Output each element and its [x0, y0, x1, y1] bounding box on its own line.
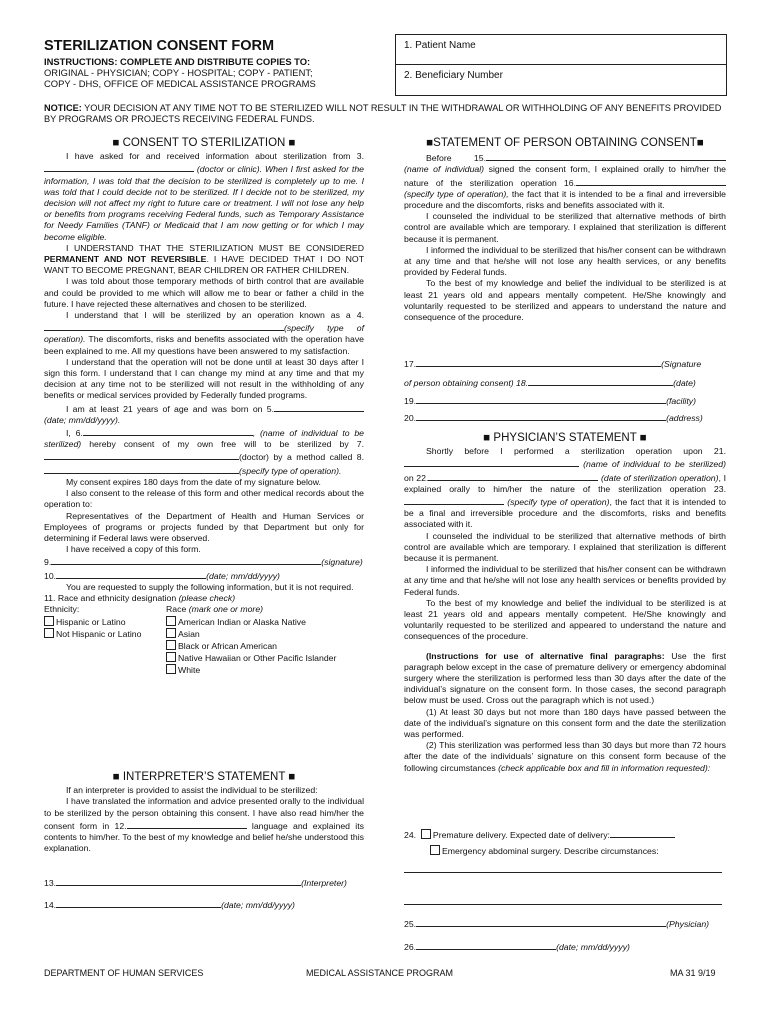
phys-p1-rest: , the fact that it is intended to be a final and irreversible procedure and the discomforts, risks and benefits associated with it. — [404, 497, 727, 530]
race-ethnicity-label: 11. Race and ethnicity designation — [44, 592, 179, 603]
physician-signature-field[interactable] — [416, 917, 666, 927]
field-9-label: 9. — [44, 557, 52, 568]
footer-program: MEDICAL ASSISTANCE PROGRAM — [306, 968, 454, 978]
interpreter-p2-text: I have translated the information and advice presented orally to the individual to be sterilized by the person obtaining this consent. I have also read him/her the consent form in 12. — [44, 796, 364, 831]
consent-p4-text: I understand that I will be sterilized by an operation known as a — [66, 310, 351, 321]
not-hispanic-checkbox[interactable] — [44, 628, 54, 638]
consent-section — [44, 138, 364, 674]
field-18-label: of person obtaining consent) 18. — [404, 378, 529, 388]
field-15-label: Before 15. — [426, 153, 486, 164]
signature-field[interactable] — [51, 555, 321, 565]
ethnicity-label: Ethnicity: — [44, 604, 80, 615]
field-23-label: , I explained orally to him/her the nature of the sterilization operation 23. — [404, 472, 726, 494]
consent-p11: I have received a copy of this form. — [66, 544, 201, 555]
not-hispanic-option[interactable] — [44, 628, 141, 640]
address-caption: (address) — [666, 413, 703, 423]
field-17-label: 17. — [404, 359, 417, 369]
patient-info-box — [395, 34, 727, 96]
hispanic-option[interactable] — [44, 616, 126, 628]
consent-p7-text: hereby consent of my own free will to be sterilized by — [81, 439, 349, 450]
phys-alt-2 — [404, 740, 726, 774]
instructions — [44, 56, 316, 89]
physician-sign-25 — [404, 917, 726, 930]
date-10-row — [44, 569, 364, 582]
field-4-label: 4. — [356, 310, 364, 321]
interpreter-p2-rest: language and explained its contents to him/her. To the best of my knowledge and belief he/she understood this explanation. — [44, 820, 364, 854]
facility-caption: (facility) — [666, 396, 697, 406]
consent-p2-text: I UNDERSTAND THAT THE STERILIZATION MUST BE CONSIDERED — [66, 242, 364, 253]
black-checkbox[interactable] — [166, 640, 176, 650]
signature-9-row — [44, 555, 364, 568]
instructions-line-3: COPY - DHS, OFFICE OF MEDICAL ASSISTANCE PROGRAMS — [44, 78, 316, 89]
emergency-surgery-checkbox[interactable] — [430, 845, 440, 855]
obtain-operation-caption: (specify type of operation), — [404, 188, 509, 199]
form-title: STERILIZATION CONSENT FORM — [44, 38, 275, 54]
obtainer-signature-caption: (Signature — [661, 359, 702, 369]
field-19-label: 19. — [404, 396, 417, 406]
permanent-emphasis: PERMANENT AND NOT REVERSIBLE — [44, 254, 207, 265]
field-20-label: 20. — [404, 413, 417, 423]
consent-p2-rest: . I HAVE DECIDED THAT I DO NOT WANT TO BECOME PREGNANT, BEAR CHILDREN OR FATHER CHILDREN. — [44, 254, 364, 276]
consent-heading: ■ CONSENT TO STERILIZATION ■ — [112, 137, 296, 149]
physician-signature-caption: (Physician) — [666, 919, 710, 929]
race-ethnicity-heading — [44, 593, 364, 604]
method-caption: (specify type of operation). — [239, 465, 342, 476]
phys-individual-field[interactable] — [404, 457, 579, 467]
notice — [44, 103, 729, 125]
field-7-label: 7. — [356, 439, 365, 450]
doctor-field[interactable] — [44, 450, 239, 460]
field-10-label: 10. — [44, 570, 57, 581]
individual-name-caption: , (name of individual to be sterilized) — [44, 428, 364, 450]
premature-delivery-checkbox[interactable] — [421, 829, 431, 839]
obtain-p1-rest: the fact that it is intended to be a final and irreversible procedure and the discomforts, risks and benefits associated with it. — [404, 188, 726, 211]
interpreter-sign-row — [44, 876, 364, 889]
race-white-option[interactable] — [166, 664, 200, 676]
instructions-line-2: ORIGINAL - PHYSICIAN; COPY - HOSPITAL; COPY - PATIENT; — [44, 67, 313, 78]
emergency-surgery-label: Emergency abdominal surgery. Describe circumstances: — [442, 846, 659, 856]
doctor-caption: (doctor) by a method called — [239, 452, 353, 463]
obtainer-signature-field[interactable] — [416, 357, 661, 367]
white-label: White — [178, 665, 201, 676]
phys-p1 — [404, 446, 726, 530]
operation-type-caption: (specify type of operation). — [44, 323, 364, 345]
consent-p6-text: I am at least 21 years of age and was born on — [66, 403, 263, 414]
doctor-clinic-field[interactable] — [44, 162, 194, 172]
hispanic-checkbox[interactable] — [44, 616, 54, 626]
operation-date-caption: (date of sterilization operation) — [601, 472, 719, 483]
physician-section — [404, 433, 726, 774]
consent-p9: I also consent to the release of this form and other medical records about the operation to: — [44, 488, 364, 510]
premature-delivery-label: Premature delivery. Expected date of delivery: — [432, 830, 610, 840]
race-label-text: Race — [166, 604, 189, 615]
consent-p3: I was told about those temporary methods of birth control that are available and could be provided to me which will allow me to bear or father a child in the future. I have rejected these alternatives and chosen to be sterilized. — [44, 276, 364, 309]
interpreter-p2 — [44, 796, 364, 854]
obtain-facility-19 — [404, 394, 726, 407]
obtain-sign-17 — [404, 357, 726, 370]
interpreter-date-caption: (date; mm/dd/yyyy) — [221, 900, 295, 910]
obtaining-consent-section — [404, 138, 726, 323]
circumstance-24b — [404, 845, 726, 857]
interpreter-date-row — [44, 898, 364, 911]
field-14-label: 14. — [44, 900, 57, 910]
method-field[interactable] — [44, 464, 239, 474]
consent-p5: I understand that the operation will not be done until at least 30 days after I sign this form. I understand that I can change my mind at any time and that my decision at any time not to be sterilized will not result in the withholding of any benefits or medical services provided by Federally funded programs. — [44, 356, 364, 401]
race-hawaiian-option[interactable] — [166, 652, 336, 664]
patient-name-label: 1. Patient Name — [404, 40, 476, 51]
consent-p1-rest: (doctor or clinic). When I first asked for the information, I was told that the decision to be sterilized is completely up to me. I was told that I could decide not to be sterilized. If I decide not to be sterilized, my decision will not affect my right to future care or treatment. I will not lose any help or benefits from programs receiving Federal funds, such as Temporary Assistance for Needy Families (TANF) or Medicaid that I am now getting or for which I may become eligible. — [44, 164, 364, 242]
race-note: (mark one or more) — [188, 604, 264, 615]
footer-department: DEPARTMENT OF HUMAN SERVICES — [44, 968, 204, 978]
obtain-p3: I informed the individual to be sterilized that his/her consent can be withdrawn at any time and that he/she will not lose any health services, or any benefits provided by Federal funds. — [404, 244, 726, 278]
field-24-label: 24. — [404, 830, 417, 840]
footer-form-number: MA 31 9/19 — [670, 968, 716, 978]
instructions-heading: INSTRUCTIONS: COMPLETE AND DISTRIBUTE COPIES TO: — [44, 56, 311, 67]
field-8-label: 8. — [356, 452, 364, 463]
field-13-label: 13. — [44, 878, 57, 888]
phys-p2: I counseled the individual to be sterilized that alternative methods of birth control are available which are temporary. I explained that sterilization is different because it is permanent. — [404, 530, 726, 564]
patient-name-field[interactable] — [396, 35, 726, 65]
phys-individual-caption: (name of individual to be sterilized) — [583, 459, 726, 470]
race-label — [166, 604, 263, 615]
field-21-label: 21. — [713, 446, 726, 457]
not-hispanic-label: Not Hispanic or Latino — [56, 629, 142, 640]
race-american-indian-option[interactable] — [166, 616, 306, 628]
race-black-option[interactable] — [166, 640, 277, 652]
individual-name-field[interactable] — [83, 426, 253, 436]
circumstances-line-1[interactable] — [404, 872, 722, 873]
asian-checkbox[interactable] — [166, 628, 176, 638]
obtain-individual-name-field[interactable] — [486, 151, 726, 161]
field-6-label: I, 6. — [66, 428, 83, 439]
phys-alt-2-note: (check applicable box and fill in information requested): — [498, 762, 711, 773]
facility-field[interactable] — [416, 394, 666, 404]
black-label: Black or African American — [178, 641, 277, 652]
phys-alt-2-text: (2) This sterilization was performed less than 30 days but more than 72 hours after the date of the individuals’ signature on this consent form because of the following circumstances — [404, 740, 726, 773]
physician-heading: ■ PHYSICIAN’S STATEMENT ■ — [483, 432, 647, 444]
notice-label: NOTICE: — [44, 103, 82, 113]
obtain-address-20 — [404, 411, 726, 424]
consent-p4 — [44, 310, 364, 357]
field-5-label: 5. — [266, 403, 274, 414]
consent-p4-rest: The discomforts, risks and benefits associated with the operation have been explained to me. All my questions have been answered to my satisfaction. — [44, 334, 364, 356]
hawaiian-label: Native Hawaiian or Other Pacific Islander — [178, 653, 337, 664]
obtain-operation-field[interactable] — [576, 176, 726, 186]
obtain-name-caption: (name of individual) — [404, 164, 485, 175]
hispanic-label: Hispanic or Latino — [56, 617, 126, 628]
race-asian-option[interactable] — [166, 628, 200, 640]
interpreter-caption: (Interpreter) — [301, 878, 347, 888]
white-checkbox[interactable] — [166, 664, 176, 674]
obtainer-date-field[interactable] — [528, 376, 673, 386]
interpreter-p1: If an interpreter is provided to assist the individual to be sterilized: — [66, 785, 318, 796]
signature-date-field[interactable] — [56, 569, 206, 579]
beneficiary-number-label: 2. Beneficiary Number — [404, 70, 503, 81]
hawaiian-checkbox[interactable] — [166, 652, 176, 662]
field-3-label: 3. — [356, 151, 365, 162]
obtain-p1 — [404, 151, 726, 211]
american-indian-label: American Indian or Alaska Native — [178, 617, 306, 628]
american-indian-checkbox[interactable] — [166, 616, 176, 626]
consent-p12: You are requested to supply the following information, but it is not required. — [66, 581, 354, 592]
race-ethnicity-options — [44, 604, 364, 674]
field-26-label: 26. — [404, 942, 417, 952]
signature-caption: (signature) — [321, 557, 363, 568]
address-field[interactable] — [416, 411, 666, 421]
circumstance-24a — [404, 828, 726, 841]
obtain-p4: To the best of my knowledge and belief the individual to be sterilized is at least 21 years old and appears mentally competent. He/She knowingly and voluntarily requested to be sterilized and appears to understand the nature and consequence of the procedure. — [404, 278, 726, 323]
interpreter-section — [44, 772, 364, 854]
operation-date-field[interactable] — [428, 471, 598, 481]
obtainer-date-caption: (date) — [673, 378, 696, 388]
consent-p1-text: I have asked for and received information about sterilization from — [66, 151, 351, 162]
phys-instructions-text: Use the first paragraph below except in the case of premature delivery or emergency abdominal surgery where the sterilization is performed less than 30 days after the date of the individual’s signature on the consent form. In those cases, the second paragraph below must be used. Cross out the paragraph which is not used.) — [404, 650, 726, 706]
language-field[interactable] — [127, 819, 247, 829]
operation-type-field[interactable] — [44, 321, 284, 331]
circumstances-line-2[interactable] — [404, 904, 722, 905]
phys-operation-caption: (specify type of operation) — [507, 497, 610, 508]
asian-label: Asian — [178, 629, 200, 640]
obtaining-consent-heading: ■STATEMENT OF PERSON OBTAINING CONSENT■ — [426, 137, 704, 149]
physician-date-field[interactable] — [416, 940, 556, 950]
consent-p2 — [44, 243, 364, 277]
physician-date-caption: (date; mm/dd/yyyy) — [556, 942, 630, 952]
consent-p8: My consent expires 180 days from the date of my signature below. — [66, 476, 321, 487]
interpreter-date-field[interactable] — [56, 898, 221, 908]
birth-date-caption: (date; mm/dd/yyyy). — [44, 414, 121, 425]
consent-p7 — [44, 426, 364, 477]
physician-date-26 — [404, 940, 726, 953]
interpreter-field[interactable] — [56, 876, 301, 886]
obtain-p1-text: signed the consent form, I explained orally to him/her the nature of the sterilization operation 16. — [404, 164, 726, 188]
beneficiary-number-field[interactable] — [396, 65, 726, 95]
obtain-date-18 — [404, 376, 726, 389]
obtain-p2: I counseled the individual to be sterilized that alternative methods of birth control are available which are temporary. I explained that sterilization is different because it is permanent. — [404, 211, 726, 244]
interpreter-heading: ■ INTERPRETER’S STATEMENT ■ — [112, 771, 296, 783]
consent-p1 — [44, 151, 364, 243]
phys-instructions — [404, 651, 726, 707]
phys-p4: To the best of my knowledge and belief the individual to be sterilized is at least 21 years old and appears mentally competent. He/She knowingly and voluntarily requested to be sterilized and appeared to understand the nature and consequences of the procedure. — [404, 597, 726, 642]
please-check-note: (please check) — [178, 592, 236, 603]
field-25-label: 25. — [404, 919, 417, 929]
consent-p10: Representatives of the Department of Health and Human Services or Employees of programs or projects funded by that Department but only for determining if Federal laws were observed. — [44, 510, 364, 543]
signature-date-caption: (date; mm/dd/yyyy) — [206, 570, 280, 581]
consent-p6 — [44, 402, 364, 426]
phys-p1-text: Shortly before I performed a sterilization operation upon — [426, 446, 703, 457]
phys-alt-1: (1) At least 30 days but not more than 180 days have passed between the date of the individual’s signature on this consent form and the date the sterilization was performed. — [404, 706, 726, 740]
birth-date-field[interactable] — [274, 402, 364, 412]
phys-p3: I informed the individual to be sterilized that his/her consent can be withdrawn at any time and that he/she will not lose any health services or benefits provided by Federal funds. — [404, 564, 726, 597]
notice-text: YOUR DECISION AT ANY TIME NOT TO BE STERILIZED WILL NOT RESULT IN THE WITHDRAWAL OR WITHHOLDING OF ANY BENEFITS PROVIDED BY PROGRAMS OR PROJECTS RECEIVING FEDERAL FUNDS. — [44, 103, 722, 124]
delivery-date-field[interactable] — [610, 828, 675, 838]
field-22-label: on 22. — [404, 472, 429, 483]
phys-operation-field[interactable] — [404, 495, 504, 505]
phys-instructions-label: (Instructions for use of alternative final paragraphs: — [426, 650, 665, 661]
